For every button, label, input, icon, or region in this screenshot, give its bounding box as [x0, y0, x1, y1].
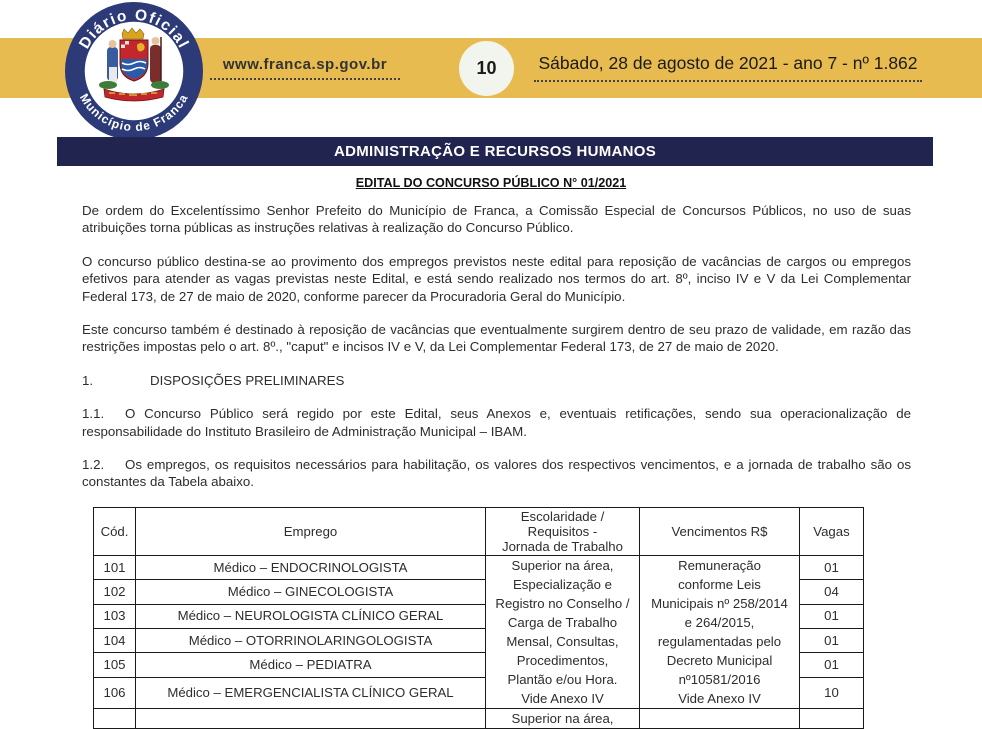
cell-vacancies: 01	[800, 555, 864, 579]
cell-salary	[640, 708, 800, 728]
cell-job: Médico – OTORRINOLARINGOLOGISTA	[136, 628, 486, 652]
cell-requirements: Superior na área,	[486, 708, 640, 728]
cell-job: Médico – GINECOLOGISTA	[136, 580, 486, 604]
table-row-partial	[94, 708, 864, 728]
cell-vacancies: 10	[800, 677, 864, 708]
cell-vacancies: 01	[800, 653, 864, 677]
page-number-badge	[459, 41, 514, 96]
clause-1-2	[82, 456, 911, 491]
cell-vacancies: 04	[800, 580, 864, 604]
clause-text: O Concurso Público será regido por este Edital, seus Anexos e, eventuais retificações, sendo sua operacionalização de responsabilidade do Instituto Brasileiro de Administração Municipal – IBAM.	[82, 406, 911, 439]
cell-job: Médico – EMERGENCIALISTA CLÍNICO GERAL	[136, 677, 486, 708]
cell-code: 102	[94, 580, 136, 604]
clause-text: Os empregos, os requisitos necessários para habilitação, os valores dos respectivos vencimentos, e a jornada de trabalho são os constantes da Tabela abaixo.	[82, 457, 911, 490]
edital-title: EDITAL DO CONCURSO PÚBLICO N° 01/2021	[355, 176, 627, 190]
cell-vacancies: 01	[800, 604, 864, 628]
header-code: Cód.	[94, 507, 136, 555]
cell-code: 105	[94, 653, 136, 677]
seal-bottom-text: Município de Franca	[76, 91, 191, 135]
section-1-heading	[82, 372, 911, 389]
table-header-row	[94, 507, 864, 555]
page-number: 10	[476, 58, 497, 78]
issue-date: Sábado, 28 de agosto de 2021 - ano 7 - nº 1.862	[534, 53, 922, 82]
header-requirements: Escolaridade / Requisitos - Jornada de Trabalho	[486, 507, 640, 555]
clause-number: 1.1.	[82, 406, 105, 422]
cell-vacancies: 01	[800, 628, 864, 652]
clause-1-1	[82, 405, 911, 440]
department-banner	[57, 137, 933, 166]
cell-code	[94, 708, 136, 728]
document-body	[82, 202, 911, 729]
paragraph-purpose: O concurso público destina-se ao provimento dos empregos previstos neste edital para reposição de vacâncias de cargos ou empregos efetivos para atender as vagas previstas neste Edital, e está sendo realizado nos termos do art. 8º, inciso IV e V da Lei Complementar Federal 173, de 27 de maio de 2020, conforme parecer da Procuradoria Geral do Município.	[82, 253, 911, 304]
header-vacancies: Vagas	[800, 507, 864, 555]
department-title: ADMINISTRAÇÃO E RECURSOS HUMANOS	[333, 143, 657, 160]
cell-code: 101	[94, 555, 136, 579]
cell-requirements: Superior na área, Especialização e Registro no Conselho / Carga de Trabalho Mensal, Consultas, Procedimentos, Plantão e/ou Hora. Vide Anexo IV	[486, 555, 640, 708]
section-number: 1.	[82, 372, 94, 388]
clause-number: 1.2.	[82, 457, 105, 473]
cell-job: Médico – PEDIATRA	[136, 653, 486, 677]
header-job: Emprego	[136, 507, 486, 555]
municipal-seal	[64, 1, 204, 141]
paragraph-intro: De ordem do Excelentíssimo Senhor Prefeito do Município de Franca, a Comissão Especial de Concursos Públicos, no uso de suas atribuições torna públicas as instruções relativas à realização do Concurso Público.	[82, 203, 911, 236]
table-row	[94, 555, 864, 579]
header-salary: Vencimentos R$	[640, 507, 800, 555]
cell-salary: Remuneração conforme Leis Municipais nº 258/2014 e 264/2015, regulamentadas pelo Decreto Municipal nº10581/2016 Vide Anexo IV	[640, 555, 800, 708]
paragraph-validity: Este concurso também é destinado à reposição de vacâncias que eventualmente surgirem dentro de seu prazo de validade, em razão das restrições impostas pelo o art. 8º., "caput" e incisos IV e V, da Lei Complementar Federal 173, de 27 de maio de 2020.	[82, 322, 911, 355]
cell-job	[136, 708, 486, 728]
cell-job: Médico – ENDOCRINOLOGISTA	[136, 555, 486, 579]
cell-vacancies	[800, 708, 864, 728]
website-link[interactable]: www.franca.sp.gov.br	[210, 56, 400, 80]
section-title: DISPOSIÇÕES PRELIMINARES	[150, 372, 345, 388]
cell-code: 103	[94, 604, 136, 628]
seal-graphic	[64, 1, 204, 141]
employment-table	[93, 507, 864, 729]
cell-code: 104	[94, 628, 136, 652]
seal-top-text: Diário Oficial	[76, 6, 193, 52]
cell-code: 106	[94, 677, 136, 708]
cell-job: Médico – NEUROLOGISTA CLÍNICO GERAL	[136, 604, 486, 628]
